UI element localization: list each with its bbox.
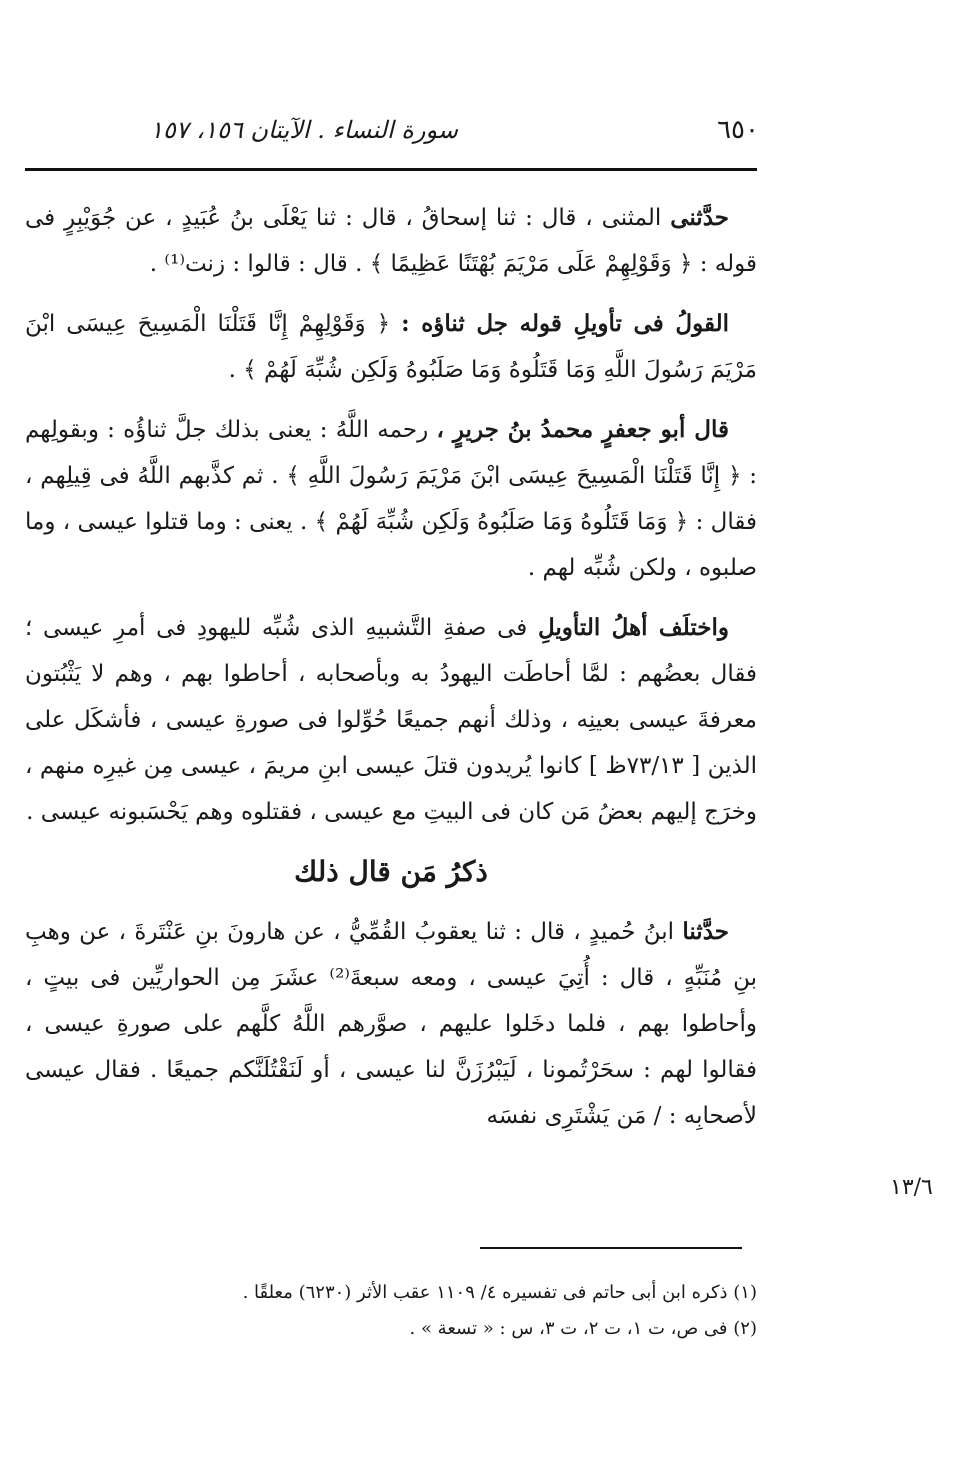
paragraph-lead: قال أبو جعفرٍ محمدُ بنُ جريرٍ ، <box>436 416 729 443</box>
main-text <box>25 195 757 1153</box>
margin-reference: ١٣/٦ <box>890 1175 933 1200</box>
footnote-2: (٢) فى ص، ت ١، ت ٢، ت ٣، س : « تسعة » . <box>409 1318 757 1339</box>
paragraph-text: ابنُ حُميدٍ ، قال : ثنا يعقوبُ القُمِّيُّ ، عن هارونَ بنِ عَنْتَرةَ ، عن وهبِ بنِ مُنَبِّهٍ ، قال : أُتِيَ عيسى ، ومعه سبعةَ⁽²⁾ عشَرَ مِن الحواريِّين فى بيتٍ ، وأحاطوا بهم ، فلما دخَلوا عليهم ، صوَّرهم اللَّهُ كلَّهم على صورةِ عيسى ، فقالوا لهم : سحَرْتُمونا ، لَيَبْرُزَنَّ لنا عيسى ، أو لَنَقْتُلَنَّكم جميعًا . فقال عيسى لأصحابِه : / مَن يَشْتَرِى نفسَه <box>25 919 757 1129</box>
page-number: ٦٥٠ <box>717 115 759 145</box>
paragraph-text: رحمه اللَّهُ : يعنى بذلك جلَّ ثناؤُه : وبقولِهم : ﴿ إِنَّا قَتَلْنَا الْمَسِيحَ عِيسَى ابْنَ مَرْيَمَ رَسُولَ اللَّهِ ﴾ . ثم كذَّبهم اللَّهُ فى قِيلِهم ، فقال : ﴿ وَمَا قَتَلُوهُ وَمَا صَلَبُوهُ وَلَكِن شُبِّهَ لَهُمْ ﴾ . يعنى : وما قتلوا عيسى ، وما صلبوه ، ولكن شُبِّه لهم . <box>25 417 757 581</box>
paragraph-text: المثنى ، قال : ثنا إسحاقُ ، قال : ثنا يَعْلَى بنُ عُبَيدٍ ، عن جُوَيْبِرٍ فى قوله : ﴿ وَقَوْلِهِمْ عَلَى مَرْيَمَ بُهْتَنًا عَظِيمًا ﴾ . قال : قالوا : زنت⁽¹⁾ . <box>25 205 757 277</box>
running-header <box>150 110 759 150</box>
paragraph-1 <box>25 195 757 287</box>
paragraph-text: فى صفةِ التَّشبيهِ الذى شُبِّه لليهودِ فى أمرِ عيسى ؛ فقال بعضُهم : لمَّا أحاطَت اليهودُ به وبأصحابه ، أحاطوا بهم ، وهم لا يَثْبُتون معرفةَ عيسى بعينِه ، وذلك أنهم جميعًا حُوِّلوا فى صورةِ عيسى ، فأشكَل على الذين [ ٧٣/١٣ظ ] كانوا يُريدون قتلَ عيسى ابنِ مريمَ ، عيسى مِن غيرِه منهم ، وخرَج إليهم بعضُ مَن كان فى البيتِ مع عيسى ، فقتلوه وهم يَحْسَبونه عيسى . <box>25 615 757 825</box>
header-rule <box>25 168 757 171</box>
running-title: سورة النساء . الآيتان ١٥٦، ١٥٧ <box>150 116 458 144</box>
footnote-rule <box>480 1247 742 1249</box>
paragraph-lead: حدَّثنا <box>682 918 729 945</box>
paragraph-lead: واختلَف أهلُ التأويلِ <box>537 614 729 641</box>
section-heading: ذكرُ مَن قال ذلك <box>294 855 488 888</box>
footnote-1: (١) ذكره ابن أبى حاتم فى تفسيره ٤/ ١١٠٩ عقب الأثر (٦٢٣٠) معلقًا . <box>242 1282 757 1303</box>
paragraph-lead: حدَّثنى <box>670 204 729 231</box>
paragraph-3 <box>25 407 757 591</box>
paragraph-text: ﴿ وَقَوْلِهِمْ إِنَّا قَتَلْنَا الْمَسِيحَ عِيسَى ابْنَ مَرْيَمَ رَسُولَ اللَّهِ وَمَا قَتَلُوهُ وَمَا صَلَبُوهُ وَلَكِن شُبِّهَ لَهُمْ ﴾ . <box>25 311 757 383</box>
paragraph-5 <box>25 909 757 1139</box>
footnotes <box>100 1275 757 1347</box>
paragraph-lead: القولُ فى تأويلِ قوله جل ثناؤه : <box>401 310 729 337</box>
paragraph-4 <box>25 605 757 835</box>
paragraph-2 <box>25 301 757 393</box>
